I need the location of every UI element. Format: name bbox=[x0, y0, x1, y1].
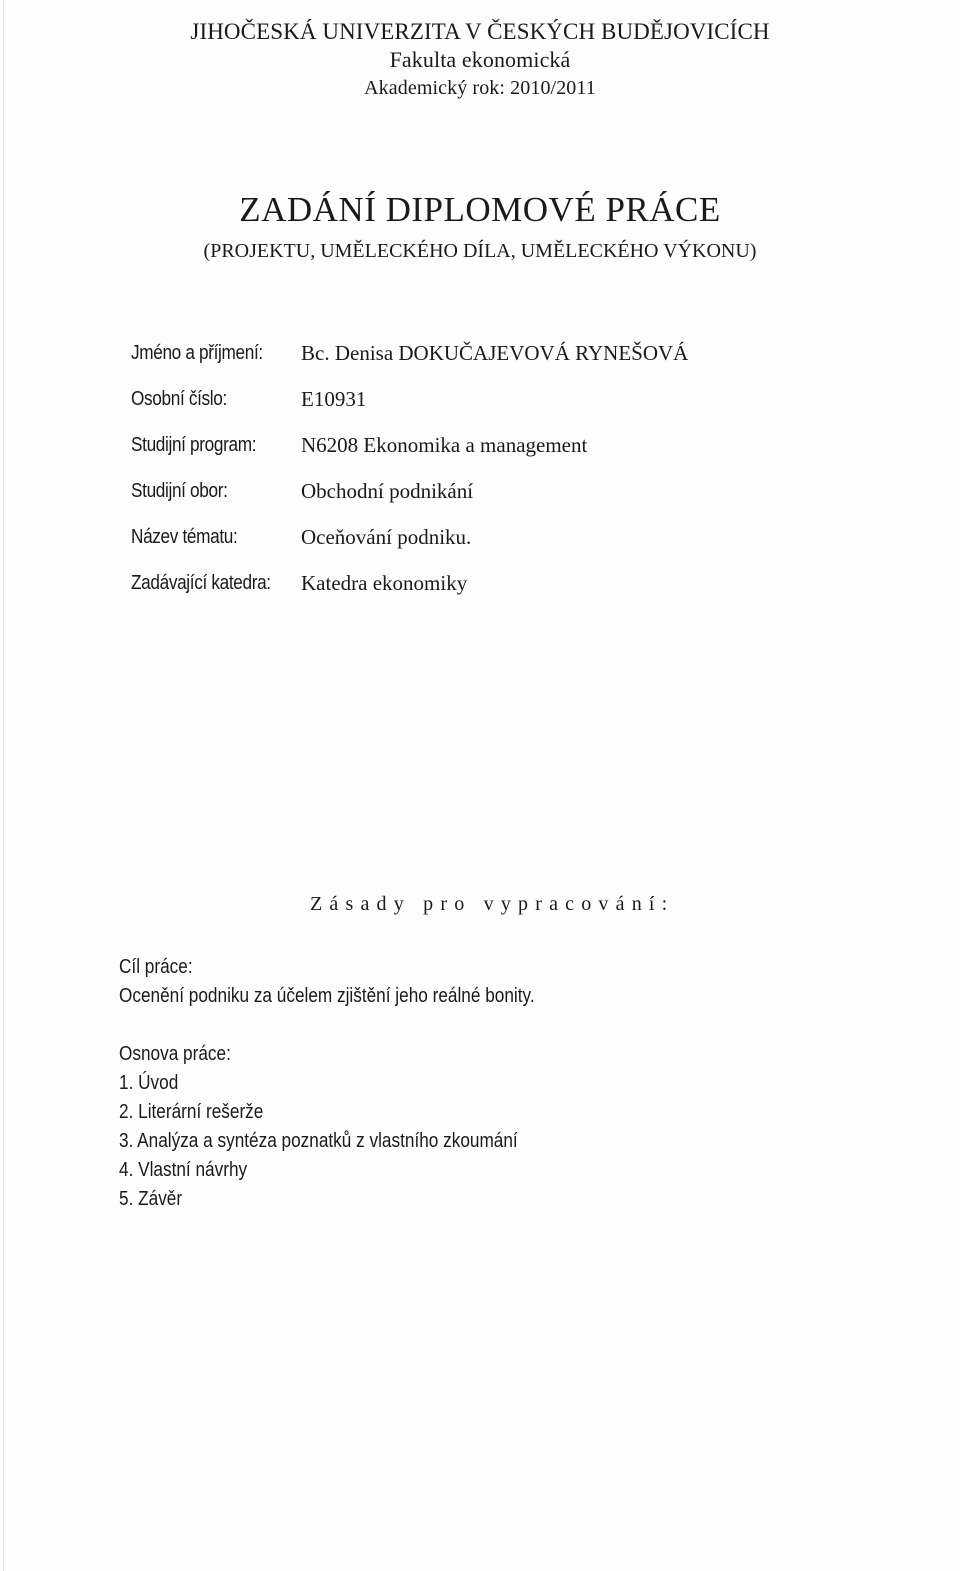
list-item: 3. Analýza a syntéza poznatků z vlastního zkoumání bbox=[119, 1130, 518, 1152]
field-row-personal-number bbox=[131, 376, 851, 422]
field-row-study-program bbox=[131, 422, 851, 468]
outline-list bbox=[119, 1069, 518, 1214]
title-block bbox=[0, 188, 960, 266]
list-item: 2. Literární rešerže bbox=[119, 1101, 264, 1123]
thesis-outline bbox=[119, 1040, 518, 1214]
thesis-goal bbox=[119, 953, 535, 1011]
university-name: JIHOČESKÁ UNIVERZITA V ČESKÝCH BUDĚJOVICÍCH bbox=[190, 19, 770, 44]
academic-year: Akademický rok: 2010/2011 bbox=[364, 77, 596, 99]
field-label: Název tématu: bbox=[131, 525, 238, 548]
field-label: Osobní číslo: bbox=[131, 387, 227, 410]
field-row-topic bbox=[131, 514, 851, 560]
document-title: ZADÁNÍ DIPLOMOVÉ PRÁCE bbox=[239, 190, 721, 229]
field-row-department bbox=[131, 560, 851, 606]
field-value: N6208 Ekonomika a management bbox=[301, 432, 588, 457]
field-value: E10931 bbox=[301, 386, 367, 411]
field-row-name bbox=[131, 330, 851, 376]
field-label: Jméno a příjmení: bbox=[131, 341, 263, 364]
outline-label: Osnova práce: bbox=[119, 1043, 231, 1065]
document-subtitle: (PROJEKTU, UMĚLECKÉHO DÍLA, UMĚLECKÉHO VÝKONU) bbox=[203, 240, 757, 262]
field-value: Katedra ekonomiky bbox=[301, 570, 468, 595]
goal-text: Ocenění podniku za účelem zjištění jeho reálné bonity. bbox=[119, 985, 535, 1007]
goal-label: Cíl práce: bbox=[119, 956, 193, 978]
document-header bbox=[0, 18, 960, 102]
faculty-name: Fakulta ekonomická bbox=[389, 47, 571, 72]
student-info-fields bbox=[131, 330, 851, 606]
field-row-study-field bbox=[131, 468, 851, 514]
field-label: Studijní program: bbox=[131, 433, 257, 456]
list-item: 5. Závěr bbox=[119, 1188, 183, 1210]
list-item: 4. Vlastní návrhy bbox=[119, 1159, 248, 1181]
field-value: Oceňování podniku. bbox=[301, 524, 472, 549]
list-item: 1. Úvod bbox=[119, 1072, 179, 1094]
field-value: Bc. Denisa DOKUČAJEVOVÁ RYNEŠOVÁ bbox=[301, 340, 689, 365]
principles-heading: Zásady pro vypracování: bbox=[310, 893, 675, 915]
field-value: Obchodní podnikání bbox=[301, 478, 474, 503]
field-label: Studijní obor: bbox=[131, 479, 228, 502]
field-label: Zadávající katedra: bbox=[131, 571, 271, 594]
